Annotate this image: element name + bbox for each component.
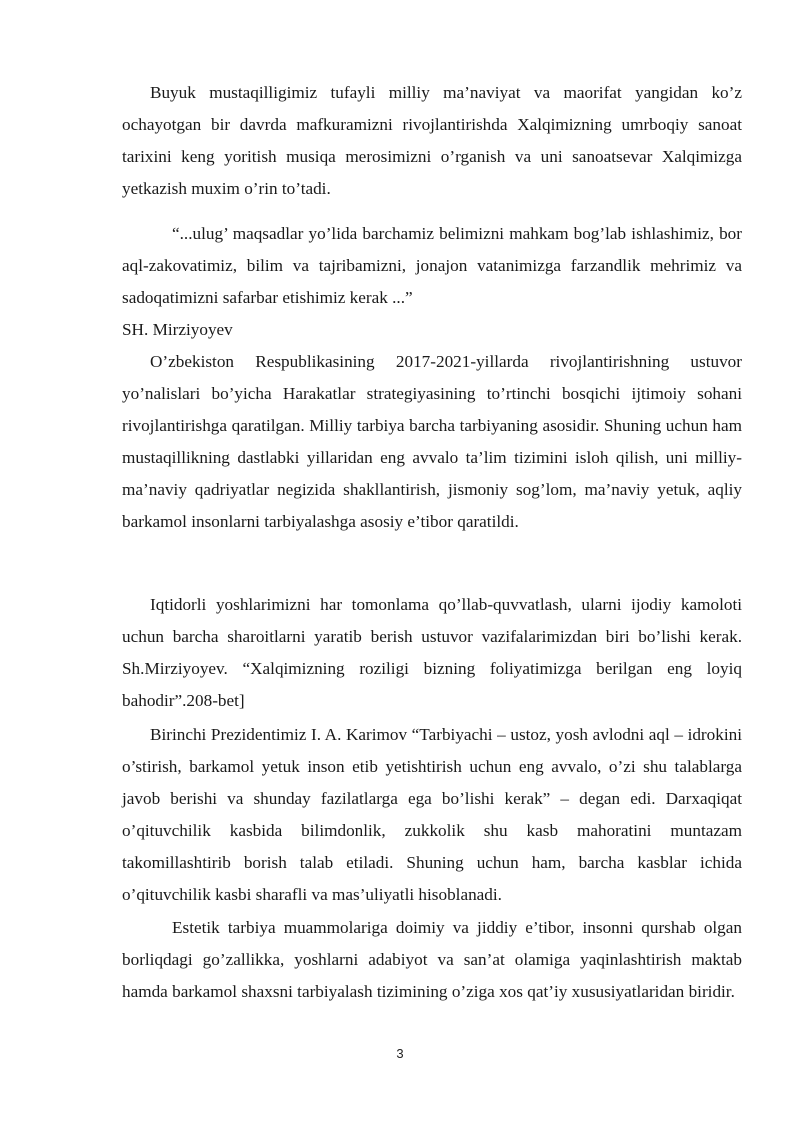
quote-author: SH. Mirziyoyev xyxy=(122,320,233,339)
quote-text: “...ulug’ maqsadlar yo’lida barchamiz belimizni mahkam bog’lab ishlashimiz, bor aql-zakovatimiz, bilim va tajribamizni, jonajon vatanimizga farzandlik mehrimiz va sadoqatimizni safarbar etishimiz kerak ...” xyxy=(122,224,742,307)
paragraph-text: Iqtidorli yoshlarimizni har tomonlama qo’llab-quvvatlash, ularni ijodiy kamoloti uchun barcha sharoitlarni yaratib berish ustuvor vazifalarimizdan biri bo’lishi kerak. Sh.Mirziyoyev. “Xalqimizning roziligi bizning foliyatimizga berilgan eng loyiq bahodir”.208-bet] xyxy=(122,595,742,710)
quote-block xyxy=(122,218,742,314)
paragraph-aesthetic xyxy=(122,912,742,1008)
paragraph-text: Birinchi Prezidentimiz I. A. Karimov “Tarbiyachi – ustoz, yosh avlodni aql – idrokini o’stirish, barkamol yetuk inson etib yetishtirish uchun eng avvalo, o’zi shu talablarga javob berishi va shunday fazilatlarga ega bo’lishi kerak” – degan edi. Darxaqiqat o’qituvchilik kasbida bilimdonlik, zukkolik shu kasb mahoratini muntazam takomillashtirib borish talab etiladi. Shuning uchun ham, barcha kasblar ichida o’qituvchilik kasbi sharafli va mas’uliyatli hisoblanadi. xyxy=(122,725,742,904)
paragraph-karimov xyxy=(122,719,742,911)
paragraph-intro xyxy=(122,77,742,205)
paragraph-strategy xyxy=(122,346,742,538)
paragraph-text: Estetik tarbiya muammolariga doimiy va jiddiy e’tibor, insonni qurshab olgan borliqdagi go’zallikka, yoshlarni adabiyot va san’at olamiga yaqinlashtirish maktab hamda barkamol shaxsni tarbiyalash tizimining o’ziga xos qat’iy xususiyatlaridan biridir. xyxy=(122,918,742,1001)
paragraph-text: Buyuk mustaqilligimiz tufayli milliy ma’naviyat va maorifat yangidan ko’z ochayotgan bir davrda mafkuramizni rivojlantirishda Xalqimizning umrboqiy sanoat tarixini keng yoritish musiqa merosimizni o’rganish va uni sanoatsevar Xalqimizga yetkazish muxim o’rin to’tadi. xyxy=(122,83,742,198)
paragraph-text: O’zbekiston Respublikasining 2017-2021-yillarda rivojlantirishning ustuvor yo’nalislari bo’yicha Harakatlar strategiyasining to’rtinchi bosqichi ijtimoiy sohani rivojlantirishga qaratilgan. Milliy tarbiya barcha tarbiyaning asosidir. Shuning uchun ham mustaqillikning dastlabki yillaridan eng avvalo ta’lim tizimini isloh qilish, uni milliy-ma’naviy qadriyatlar negizida shakllantirish, jismoniy sog’lom, ma’naviy yetuk, aqliy barkamol insonlarni tarbiyalashga asosiy e’tibor qaratildi. xyxy=(122,352,742,531)
paragraph-youth xyxy=(122,589,742,717)
page-number: 3 xyxy=(396,1046,404,1061)
